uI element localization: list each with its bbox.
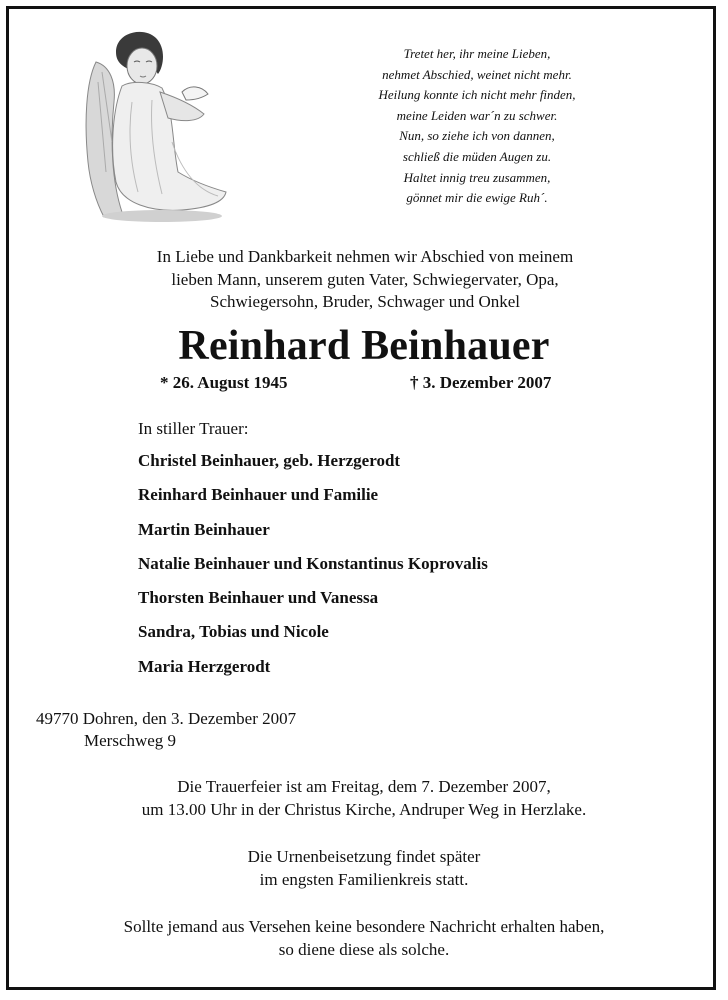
funeral-line: um 13.00 Uhr in der Christus Kirche, Andruper Weg in Herzlake. [141, 799, 587, 819]
family-list [138, 450, 488, 690]
list-item: Maria Herzgerodt [138, 656, 271, 676]
funeral-line: Die Trauerfeier ist am Freitag, dem 7. Dezember 2007, [177, 777, 551, 796]
deceased-name: Reinhard Beinhauer [178, 323, 550, 369]
mourning-label: In stiller Trauer: [138, 419, 249, 438]
notice-line: so diene diese als solche. [278, 939, 450, 959]
poem-line: nehmet Abschied, weinet nicht mehr. [382, 66, 572, 82]
birth-date: * 26. August 1945 [160, 373, 288, 392]
poem [330, 44, 624, 209]
intro-line: Schwiegersohn, Bruder, Schwager und Onkel [210, 292, 520, 311]
list-item: Martin Beinhauer [138, 519, 270, 539]
intro-text [90, 246, 640, 314]
urn-info [40, 846, 688, 891]
list-item: Sandra, Tobias und Nicole [138, 622, 329, 642]
angel-illustration [82, 22, 230, 227]
urn-line: Die Urnenbeisetzung findet später [247, 847, 481, 866]
intro-line: lieben Mann, unserem guten Vater, Schwiegervater, Opa, [171, 269, 559, 289]
death-date: † 3. Dezember 2007 [410, 373, 552, 392]
poem-line: Tretet her, ihr meine Lieben, [403, 46, 551, 61]
funeral-info [40, 776, 688, 821]
street: Merschweg 9 [84, 731, 177, 750]
notice-line: Sollte jemand aus Versehen keine besondere Nachricht erhalten haben, [123, 917, 605, 936]
urn-line: im engsten Familienkreis statt. [259, 869, 469, 889]
intro-line: In Liebe und Dankbarkeit nehmen wir Abschied von meinem [156, 247, 574, 266]
list-item: Reinhard Beinhauer und Familie [138, 485, 379, 505]
notice-text [40, 916, 688, 961]
poem-line: meine Leiden war´n zu schwer. [396, 107, 558, 123]
poem-line: gönnet mir die ewige Ruh´. [406, 190, 548, 206]
list-item: Christel Beinhauer, geb. Herzgerodt [138, 451, 401, 470]
poem-line: Haltet innig treu zusammen, [403, 169, 551, 185]
poem-line: schließ die müden Augen zu. [402, 148, 552, 164]
address-block [36, 708, 296, 752]
list-item: Thorsten Beinhauer und Vanessa [138, 588, 379, 608]
place-date: 49770 Dohren, den 3. Dezember 2007 [36, 709, 297, 728]
poem-line: Nun, so ziehe ich von dannen, [399, 128, 555, 144]
poem-line: Heilung konnte ich nicht mehr finden, [378, 87, 576, 103]
list-item: Natalie Beinhauer und Konstantinus Koprovalis [138, 553, 488, 573]
